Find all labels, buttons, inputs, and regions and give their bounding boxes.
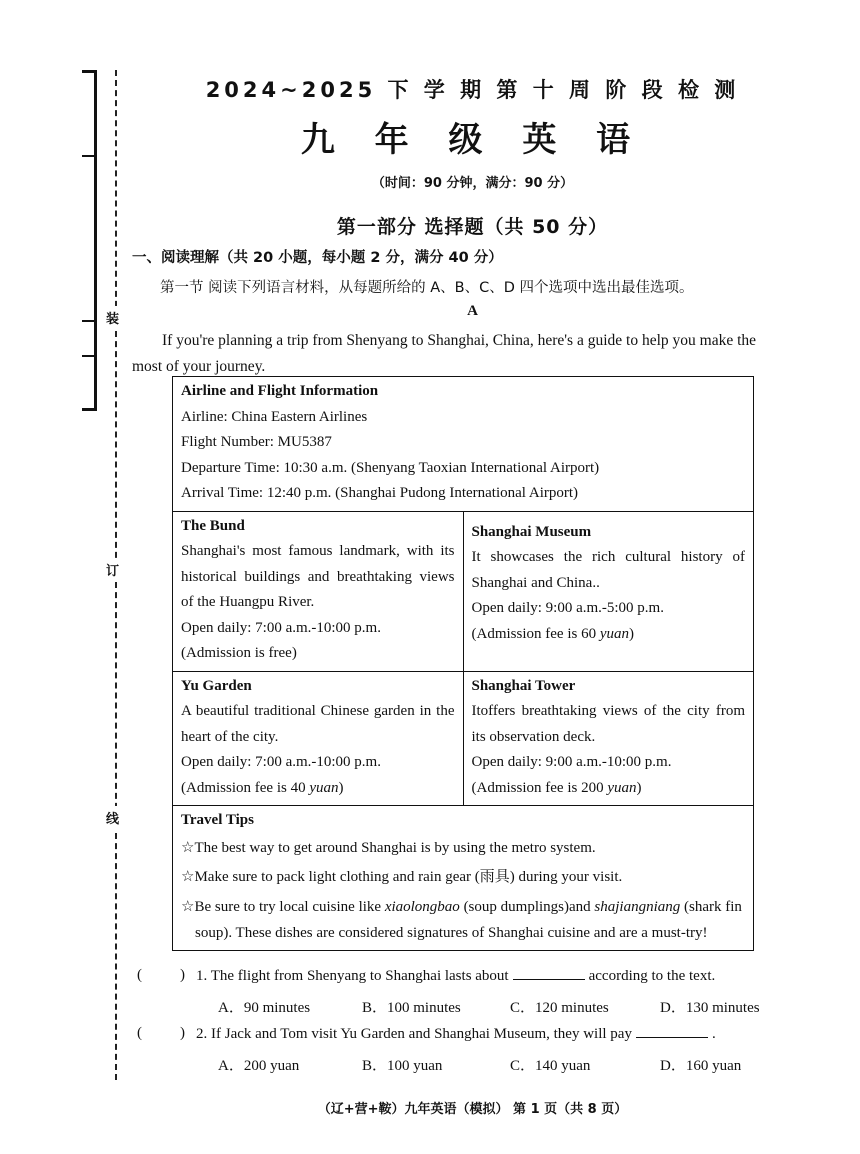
flight-row [173,377,753,511]
question-1 [196,967,715,985]
q1-option-a[interactable]: A．90 minutes [218,1000,311,1016]
tips-cell [173,806,753,950]
q2-option-d[interactable]: D．160 yuan [660,1058,742,1074]
museum-hours: Open daily: 9:00 a.m.-5:00 p.m. [471,600,664,616]
q1-option-b[interactable]: B．100 minutes [362,1000,461,1016]
page-footer: （辽+营+鞍）九年英语（模拟） 第 1 页（共 8 页） [317,1102,628,1117]
tips-heading: Travel Tips [181,812,254,828]
garden-name: Yu Garden [181,677,252,694]
question-stem-end: . [711,1026,716,1042]
tips-row [173,805,753,950]
answer-blank[interactable] [513,967,585,980]
answer-paren-open: ( [137,1025,142,1041]
tower-desc: Itoffers breathtaking views of the city from its observation deck. [471,703,745,745]
travel-info-table [172,376,754,951]
museum-desc: It showcases the rich cultural history of Shanghai and China.. [471,549,745,591]
binding-tick [82,155,94,157]
answer-paren-open: ( [137,967,142,983]
part-heading: 第一部分 选择题（共 50 分） [336,216,609,238]
garden-cell [173,672,464,806]
tip-cuisine: ☆Be sure to try local cuisine like xiaolongbao (soup dumplings)and shajiangniang (shark fin soup). These dishes are considered signatures of Shanghai cuisine and are a must-try! [181,898,742,941]
question-number: 1. [196,968,208,984]
section-heading: 一、阅读理解（共 20 小题，每小题 2 分，满分 40 分） [132,250,503,266]
flight-heading: Airline and Flight Information [181,383,379,399]
bund-hours: Open daily: 7:00 a.m.-10:00 p.m. [181,619,381,636]
exam-time-score: （时间：90 分钟，满分：90 分） [371,176,574,191]
binding-char-zhuang: 装 [106,306,119,329]
question-stem: The flight from Shenyang to Shanghai lasts about [210,968,509,984]
attractions-row-1 [173,511,753,671]
passage-label: A [467,303,478,319]
subject-title: 九 年 级 英 语 [300,120,645,160]
arrival-time: Arrival Time: 12:40 p.m. (Shanghai Pudong International Airport) [181,485,579,501]
attractions-row-2 [173,671,753,806]
binding-tick [82,320,94,322]
q1-option-d[interactable]: D．130 minutes [660,1000,760,1016]
tower-fee: (Admission fee is 200 yuan) [471,779,642,796]
departure-time: Departure Time: 10:30 a.m. (Shenyang Taoxian International Airport) [181,459,600,476]
answer-paren-close: ) [180,967,185,983]
bund-desc: Shanghai's most famous landmark, with its historical buildings and breathtaking views of the Huangpu River. [181,543,455,610]
garden-fee: (Admission fee is 40 yuan) [181,779,344,796]
flight-cell [173,377,753,511]
binding-bracket [82,70,97,411]
tower-cell [464,672,754,806]
question-2 [196,1025,716,1043]
bund-name: The Bund [181,517,245,534]
exam-title: 2024~2025 下 学 期 第 十 周 阶 段 检 测 [205,78,740,102]
q2-option-b[interactable]: B．100 yuan [362,1058,443,1074]
q1-option-c[interactable]: C．120 minutes [510,1000,609,1016]
airline: Airline: China Eastern Airlines [181,408,368,425]
q2-option-a[interactable]: A．200 yuan [218,1058,300,1074]
section-instruction: 第一节 阅读下列语言材料，从每题所给的 A、B、C、D 四个选项中选出最佳选项。 [160,280,694,296]
museum-cell [464,512,754,671]
tip-metro: ☆The best way to get around Shanghai is by using the metro system. [181,839,596,856]
passage-intro: If you're planning a trip from Shenyang to Shanghai, China, here's a guide to help you make the most of your journey. [132,332,757,375]
binding-tick [82,355,94,357]
garden-hours: Open daily: 7:00 a.m.-10:00 p.m. [181,754,381,770]
garden-desc: A beautiful traditional Chinese garden in the heart of the city. [181,703,455,745]
answer-paren-close: ) [180,1025,185,1041]
question-stem: If Jack and Tom visit Yu Garden and Shanghai Museum, they will pay [211,1026,632,1042]
bund-fee: (Admission is free) [181,645,297,661]
answer-blank[interactable] [636,1025,708,1038]
q2-option-c[interactable]: C．140 yuan [510,1058,591,1074]
museum-fee: (Admission fee is 60 yuan) [471,625,634,642]
question-stem-end: according to the text. [588,968,716,984]
binding-char-ding: 订 [106,558,119,581]
binding-char-xian: 线 [106,806,119,829]
tip-clothing: ☆Make sure to pack light clothing and rain gear (雨具) during your visit. [181,868,623,885]
tower-hours: Open daily: 9:00 a.m.-10:00 p.m. [471,754,672,770]
question-number: 2. [196,1026,208,1042]
flight-number: Flight Number: MU5387 [181,434,332,450]
tower-name: Shanghai Tower [471,677,576,694]
bund-cell [173,512,464,671]
museum-name: Shanghai Museum [471,523,592,540]
